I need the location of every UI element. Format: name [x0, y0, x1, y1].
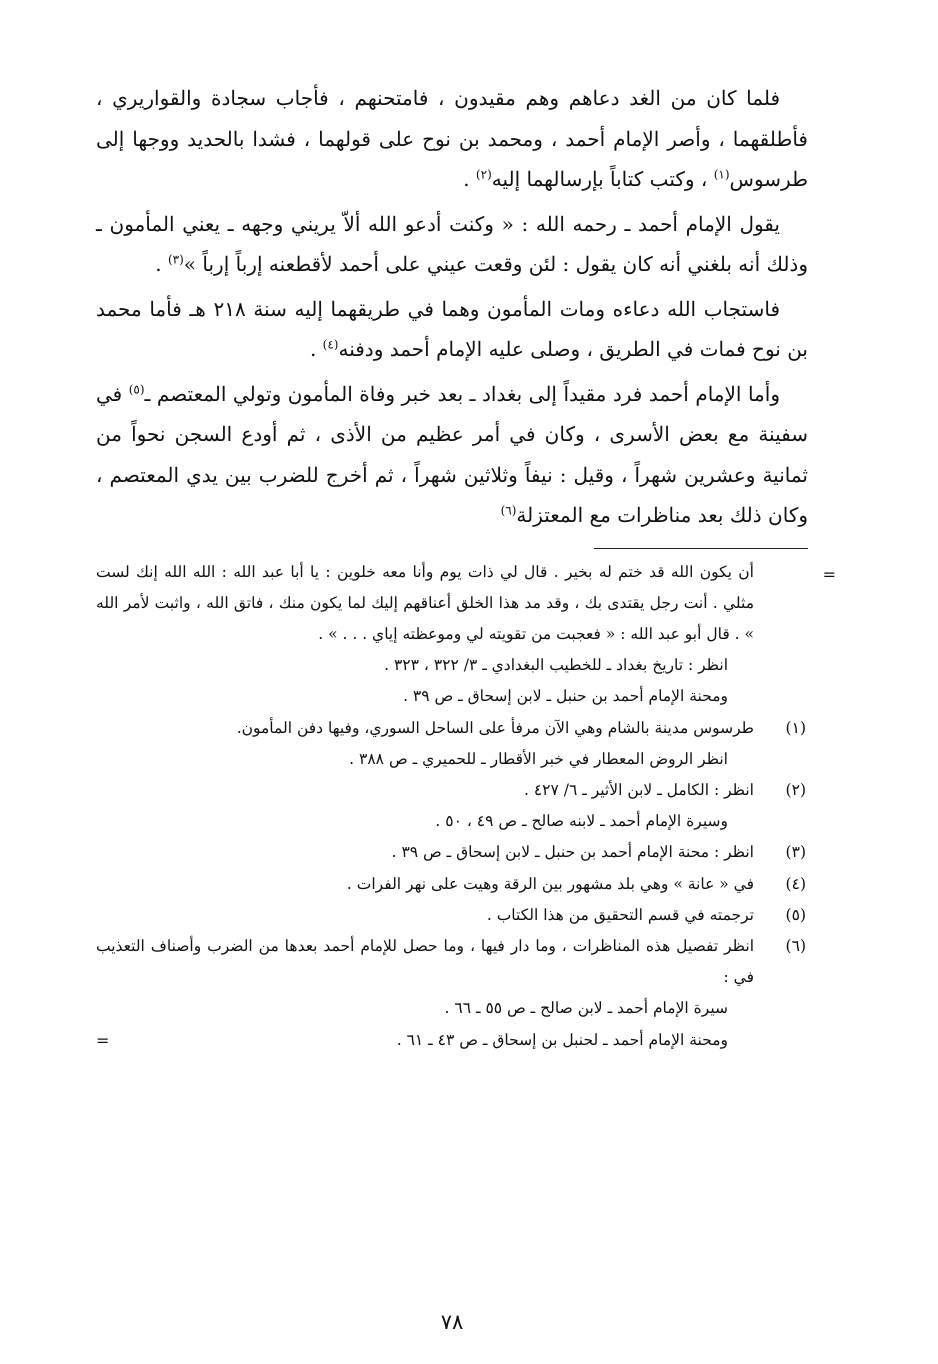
footnote-ref-5: (٥): [128, 381, 145, 396]
footnote-body: [96, 900, 754, 931]
footnote-continuation-ref-2: ومحنة الإمام أحمد بن حنبل ـ لابن إسحاق ـ ص ٣٩ .: [403, 687, 728, 706]
paragraph-4: [96, 374, 808, 536]
footnote-1: [96, 713, 808, 775]
paragraph-2: [96, 204, 808, 285]
continuation-mark: =: [822, 564, 836, 584]
footnote-subref: سيرة الإمام أحمد ـ لابن صالح ـ ص ٥٥ ـ ٦٦ .: [444, 999, 728, 1018]
footnote-subref: انظر الروض المعطار في خبر الأقطار ـ للحميري ـ ص ٣٨٨ .: [349, 749, 728, 768]
footnote-body: [96, 713, 754, 775]
footnote-subref: وسيرة الإمام أحمد ـ لابنه صالح ـ ص ٤٩ ، ٥٠ .: [435, 812, 728, 831]
paragraph-2-text: يقول الإمام أحمد ـ رحمه الله : « وكنت أدعو الله ألاّ يريني وجهه ـ يعني المأمون ـ وذلك أنه بلغني أنه كان يقول : لئن وقعت عيني على أحمد لأقطعنه إرباً إرباً »: [96, 211, 808, 276]
paragraph-1-mid: ، وكتب كتاباً بإرسالهما إليه: [491, 167, 714, 191]
footnote-number: (١): [785, 718, 806, 737]
page-number: ٧٨: [440, 1310, 464, 1334]
footnote-body: [96, 775, 754, 837]
footnote-3: [96, 837, 808, 868]
footnote-subref: ومحنة الإمام أحمد ـ لحنبل بن إسحاق ـ ص ٤٣ ـ ٦١ .: [396, 1030, 728, 1049]
footnote-body: [96, 869, 754, 900]
paragraph-3: [96, 289, 808, 370]
footnote-5: [96, 900, 808, 931]
footnote-ref-4: (٤): [322, 337, 339, 352]
footnote-text: في « عانة » وهي بلد مشهور بين الرقة وهيت على نهر الفرات .: [346, 874, 754, 893]
footnote-2: [96, 775, 808, 837]
main-text: [96, 78, 808, 536]
paragraph-1: [96, 78, 808, 200]
footnotes: [96, 557, 836, 1056]
paragraph-1-text: فلما كان من الغد دعاهم وهم مقيدون ، فامتحنهم ، فأجاب سجادة والقواريري ، فأطلقهما ، وأصر الإمام أحمد ، ومحمد بن نوح على قولهما ، فشدا بالحديد ووجها إلى طرسوس: [96, 86, 808, 191]
paragraph-3-text: فاستجاب الله دعاءه ومات المأمون وهما في طريقهما إليه سنة ٢١٨ هـ فأما محمد بن نوح فمات في الطريق ، وصلى عليه الإمام أحمد ودفنه: [96, 296, 808, 361]
paragraph-4-start: وأما الإمام أحمد فرد مقيداً إلى بغداد ـ بعد خبر وفاة المأمون وتولي المعتصم ـ: [144, 381, 780, 406]
footnote-text: طرسوس مدينة بالشام وهي الآن مرفأ على الساحل السوري، وفيها دفن المأمون.: [236, 718, 754, 737]
footnote-text: انظر تفصيل هذه المناظرات ، وما دار فيها ، وما حصل للإمام أحمد بعدها من الضرب وأصناف التعذيب في :: [96, 936, 754, 987]
book-page: [96, 78, 836, 1334]
footnote-ref-3: (٣): [167, 252, 184, 267]
footnote-number: (٤): [785, 874, 806, 893]
footnote-number: (٦): [785, 936, 806, 955]
footnote-body: [96, 931, 754, 1056]
paragraph-4-text: في سفينة مع بعض الأسرى ، وكان في أمر عظيم من الأذى ، ثم أودع السجن نحواً من ثمانية وعشرين شهراً ، وقيل : نيفاً وثلاثين شهراً ، ثم أخرج للضرب بين يدي المعتصم ، وكان ذلك بعد مناظرات مع المعتزلة: [96, 381, 808, 527]
footnote-text: ترجمته في قسم التحقيق من هذا الكتاب .: [486, 905, 754, 924]
paragraph-1-end: .: [463, 167, 476, 191]
footnote-body: [96, 837, 754, 868]
footnote-text: انظر : الكامل ـ لابن الأثير ـ ٦/ ٤٢٧ .: [523, 780, 754, 799]
paragraph-2-end: .: [155, 252, 168, 276]
footnote-ref-1: (١): [713, 167, 730, 182]
footnote-ref-2: (٢): [475, 167, 492, 182]
footnote-number: (٣): [785, 843, 806, 862]
continuation-mark-end: =: [96, 1030, 110, 1050]
footnote-continuation-ref-1: انظر : تاريخ بغداد ـ للخطيب البغدادي ـ ٣/ ٣٢٢ ، ٣٢٣ .: [384, 656, 728, 675]
footnote-6: [96, 931, 808, 1056]
footnote-text: انظر : محنة الإمام أحمد بن حنبل ـ لابن إسحاق ـ ص ٣٩ .: [391, 843, 754, 862]
footnote-ref-6: (٦): [500, 503, 517, 518]
footnote-separator: [594, 548, 808, 549]
footnote-continuation: أن يكون الله قد ختم له بخير . قال لي ذات يوم وأنا معه خلوين : يا أبا عبد الله : الله الله إنك لست مثلي . أنت رجل يقتدى بك ، وقد مد هذا الخلق أعناقهم إليك لما يكون منك ، فاتق الله ، واثبت لأمر الله » . قال أبو عبد الله : « فعجبت من تقويته لي وموعظته إياي . . . » .: [96, 562, 754, 643]
footnote-4: [96, 869, 808, 900]
paragraph-3-end: .: [309, 337, 323, 361]
footnote-number: (٢): [785, 780, 806, 799]
footnote-number: (٥): [785, 905, 806, 924]
